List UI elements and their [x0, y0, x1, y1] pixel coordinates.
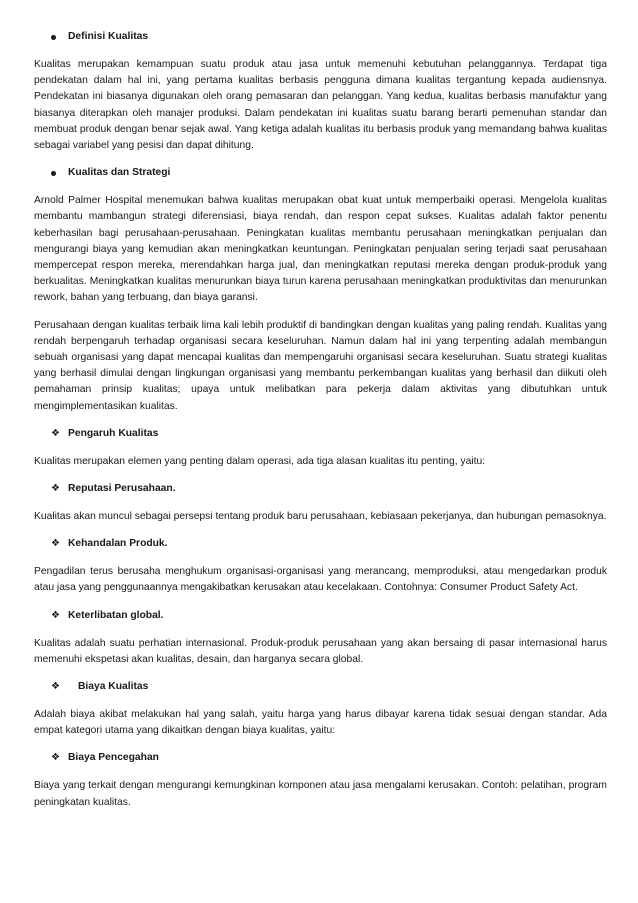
paragraph: Arnold Palmer Hospital menemukan bahwa kualitas merupakan obat kuat untuk memperbaiki operasi. Mengelola kualitas membantu mambangun strategi diferensiasi, biaya rendah, dan respon cepat sukses. Kualitas adalah faktor penentu keberhasilan bagi perusahaan-perusahaan. Peningkatan kualitas membantu perusahaan meningkatkan penjualan dan mengurangi biaya yang kemudian akan meningkatkan keuntungan. Peningkatan penjualan sering terjadi saat perusahaan mempercepat respon mereka, merendahkan harga jual, dan meningkatkan reputasi mereka dengan produk-produk yang berkualitas. Meningkatkan kualitas menurunkan biaya turun karena perusahaan meningkatkan produktivitas dan menurunkan rework, bahan yang terbuang, dan biaya garansi.	[34, 195, 607, 304]
diamond-bullet-icon: ❖	[51, 609, 60, 621]
diamond-bullet-icon: ❖	[51, 681, 60, 693]
bullet-disc-icon	[51, 171, 56, 176]
paragraph: Biaya yang terkait dengan mengurangi kemungkinan komponen atau jasa mengalami kerusakan. Contoh: pelatihan, program peningkatan kualitas.	[34, 780, 607, 808]
diamond-bullet-icon: ❖	[51, 538, 60, 550]
section-heading-keterlibatan-global	[34, 608, 607, 624]
heading-label: Biaya Kualitas	[77, 680, 149, 692]
heading-label: Kualitas dan Strategi	[68, 167, 171, 179]
diamond-bullet-icon: ❖	[51, 752, 60, 764]
paragraph: Kualitas merupakan elemen yang penting dalam operasi, ada tiga alasan kualitas itu penting, yaitu:	[34, 455, 486, 467]
section-heading-pengaruh-kualitas	[34, 426, 607, 442]
heading-label: Kehandalan Produk.	[67, 538, 168, 550]
section-heading-biaya-pencegahan	[34, 750, 607, 766]
section-heading-kualitas-dan-strategi	[34, 165, 607, 181]
diamond-bullet-icon: ❖	[51, 483, 60, 495]
section-heading-reputasi-perusahaan	[34, 481, 607, 497]
heading-label: Pengaruh Kualitas	[67, 427, 159, 439]
heading-label: Definisi Kualitas	[68, 30, 149, 42]
paragraph: Kualitas merupakan kemampuan suatu produk atau jasa untuk memenuhi kebutuhan pelanggannya. Terdapat tiga pendekatan dalam hal ini, yang pertama kualitas berbasis pengguna dimana kualitas tergantung kepada audiensnya. Pendekatan ini biasanya digunakan oleh orang pemasaran dan pelanggan. Yang kedua, kualitas berbasis manufaktur yang biasanya diterapkan oleh manajer produksi. Dalam pendekatan ini kualitas suatu barang berarti pemenuhan standar dan membuat produk dengan benar sejak awal. Yang ketiga adalah kualitas itu berbasis produk yang memandang bahwa kualitas sebagai variabel yang pesisi dan dapat dihitung.	[34, 59, 607, 152]
heading-label: Keterlibatan global.	[67, 609, 164, 621]
document-body	[34, 29, 607, 822]
paragraph: Perusahaan dengan kualitas terbaik lima kali lebih produktif di bandingkan dengan kualitas yang paling rendah. Kualitas yang rendah berpengaruh terhadap organisasi secara keseluruhan. Namun dalam hal ini yang terpenting adalah membangun sebuah organisasi yang dapat mencapai kualitas dan mempengaruhi organisasi secara keseluruhan. Suatu strategi kualitas yang berhasil dimulai dengan lingkungan organisasi yang membantu perkembangan kualitas yang berhasil dan diikuti oleh pemahaman prinsip kualitas; upaya untuk melibatkan para pekerja dalam aktivitas yang dibutuhkan untuk mengimplementasikan kualitas.	[34, 319, 607, 412]
section-heading-kehandalan-produk	[34, 536, 607, 552]
heading-label: Biaya Pencegahan	[67, 752, 159, 764]
paragraph: Pengadilan terus berusaha menghukum organisasi-organisasi yang merancang, memproduksi, atau mengedarkan produk atau jasa yang penggunaannya mengakibatkan kerusakan atau kecelakaan. Contohnya: Consumer Product Safety Act.	[34, 566, 607, 594]
paragraph: Adalah biaya akibat melakukan hal yang salah, yaitu harga yang harus dibayar karena tidak sesuai dengan standar. Ada empat kategori utama yang dikaitkan dengan biaya kualitas, yaitu:	[34, 709, 607, 737]
heading-label: Reputasi Perusahaan.	[67, 482, 176, 494]
section-heading-definisi-kualitas	[34, 29, 607, 45]
bullet-disc-icon	[51, 35, 56, 40]
section-heading-biaya-kualitas	[34, 679, 607, 695]
paragraph: Kualitas akan muncul sebagai persepsi tentang produk baru perusahaan, kebiasaan pekerjanya, dan hubungan pemasoknya.	[34, 511, 607, 523]
diamond-bullet-icon: ❖	[51, 427, 60, 439]
paragraph: Kualitas adalah suatu perhatian internasional. Produk-produk perusahaan yang akan bersaing di pasar internasional harus memenuhi ekspetasi akan kualitas, desain, dan harganya secara global.	[34, 637, 607, 665]
